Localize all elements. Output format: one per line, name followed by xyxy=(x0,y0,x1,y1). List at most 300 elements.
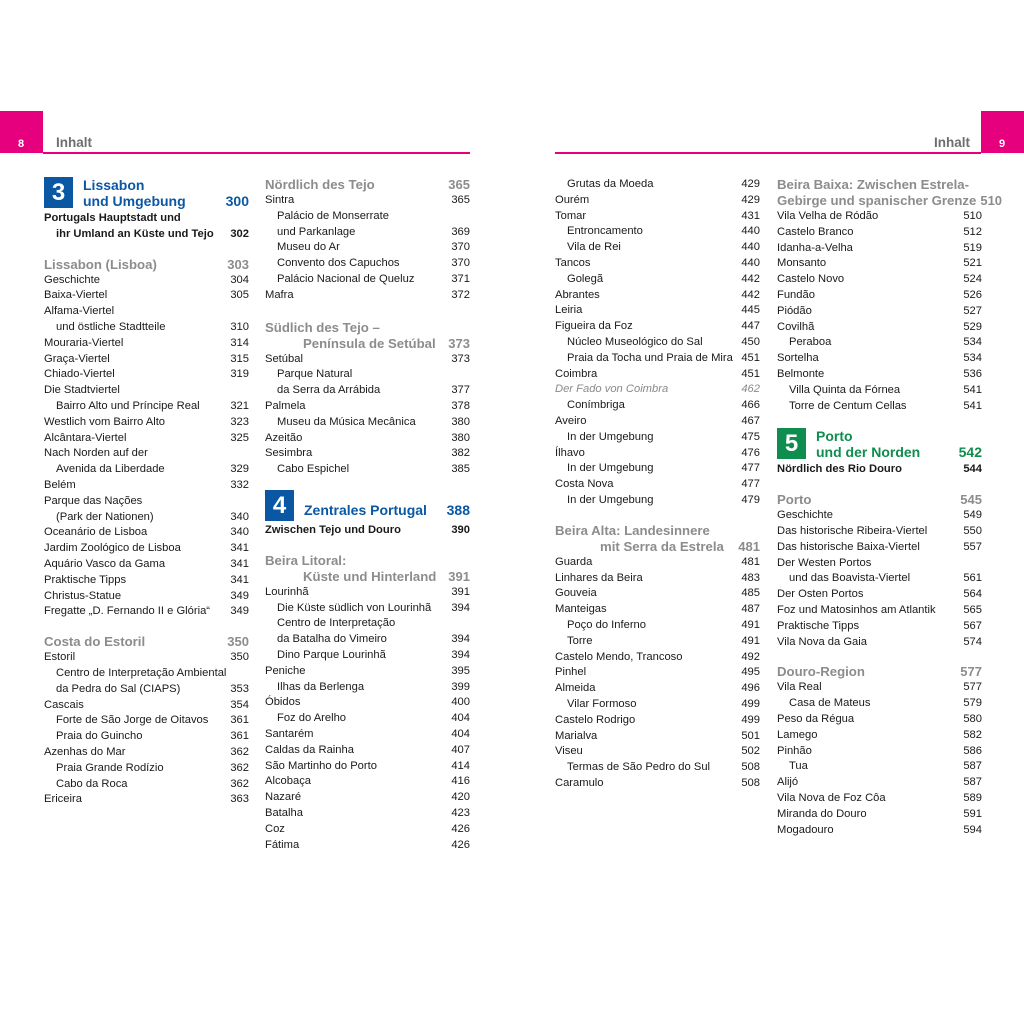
entry-title: Ílhavo xyxy=(555,446,585,459)
toc-entry[interactable] xyxy=(555,303,760,319)
toc-entry[interactable] xyxy=(265,256,470,272)
entry-title: Centro de Interpretação xyxy=(277,617,396,630)
section-title: Beira Baixa: Zwischen Estrela- xyxy=(777,177,970,192)
entry-page: 477 xyxy=(741,462,760,475)
entry-page: 371 xyxy=(451,272,470,285)
entry-page: 536 xyxy=(963,367,982,380)
chapter-number-badge: 5 xyxy=(777,428,806,459)
entry-title: Golegã xyxy=(567,272,604,285)
toc-entry[interactable] xyxy=(777,272,982,288)
toc-entry[interactable] xyxy=(777,540,982,556)
entry-title: Sortelha xyxy=(777,352,819,365)
section-heading[interactable] xyxy=(265,320,470,336)
toc-entry[interactable] xyxy=(265,680,470,696)
toc-entry[interactable] xyxy=(555,335,760,351)
toc-entry[interactable] xyxy=(555,729,760,745)
toc-entry-boxed-article[interactable] xyxy=(555,382,760,398)
entry-title: Der Osten Portos xyxy=(777,588,864,601)
entry-title: Pinhão xyxy=(777,744,812,757)
toc-entry[interactable] xyxy=(555,272,760,288)
toc-entry[interactable] xyxy=(777,603,982,619)
entry-title: Alijó xyxy=(777,776,799,789)
toc-entry[interactable] xyxy=(777,712,982,728)
toc-entry[interactable] xyxy=(555,634,760,650)
entry-page: 362 xyxy=(230,761,249,774)
chapter-page: 542 xyxy=(958,444,982,461)
section-heading[interactable] xyxy=(777,664,982,680)
toc-column-2 xyxy=(265,177,470,853)
toc-entry[interactable] xyxy=(44,541,249,557)
toc-entry[interactable] xyxy=(44,557,249,573)
entry-title: Palácio Nacional de Queluz xyxy=(277,272,415,285)
toc-entry[interactable] xyxy=(555,681,760,697)
entry-title: Pinhel xyxy=(555,666,587,679)
toc-entry[interactable] xyxy=(265,288,470,304)
toc-entry[interactable] xyxy=(777,399,982,415)
entry-page: 451 xyxy=(741,351,760,364)
toc-entry[interactable] xyxy=(265,743,470,759)
entry-title: Avenida da Liberdade xyxy=(56,463,165,476)
entry-page: 589 xyxy=(963,791,982,804)
toc-entry[interactable] xyxy=(777,823,982,839)
toc-entry[interactable] xyxy=(44,761,249,777)
toc-entry[interactable] xyxy=(555,446,760,462)
toc-entry[interactable] xyxy=(265,774,470,790)
entry-page: 512 xyxy=(963,225,982,238)
entry-page: 407 xyxy=(451,743,470,756)
entry-title: Entroncamento xyxy=(567,225,643,238)
toc-entry[interactable] xyxy=(555,288,760,304)
entry-title: Guarda xyxy=(555,555,593,568)
toc-entry[interactable] xyxy=(777,635,982,651)
chapter-3-heading xyxy=(44,177,249,209)
entry-title: Mouraria-Viertel xyxy=(44,336,124,349)
entry-title: Figueira da Foz xyxy=(555,320,633,333)
toc-entry[interactable] xyxy=(265,648,470,664)
toc-entry[interactable] xyxy=(555,477,760,493)
toc-entry[interactable] xyxy=(555,177,760,193)
entry-title: Castelo Mendo, Trancoso xyxy=(555,650,683,663)
toc-entry[interactable] xyxy=(555,193,760,209)
toc-entry[interactable] xyxy=(44,352,249,368)
entry-page: 466 xyxy=(741,399,760,412)
section-heading[interactable] xyxy=(777,193,1003,209)
toc-entry[interactable] xyxy=(44,494,249,510)
toc-entry[interactable] xyxy=(265,383,470,399)
section-title: Costa do Estoril xyxy=(44,634,146,650)
entry-title: und Parkanlage xyxy=(277,225,356,238)
toc-entry[interactable] xyxy=(44,415,249,431)
chapter-number-badge: 3 xyxy=(44,177,73,208)
toc-entry[interactable] xyxy=(777,209,982,225)
entry-page: 527 xyxy=(963,304,982,317)
toc-entry[interactable] xyxy=(777,759,982,775)
section-heading[interactable] xyxy=(555,539,760,555)
entry-title: Linhares da Beira xyxy=(555,571,643,584)
entry-title: Núcleo Museológico do Sal xyxy=(567,335,703,348)
toc-entry[interactable] xyxy=(265,240,470,256)
toc-entry[interactable] xyxy=(44,211,249,227)
entry-title: Costa Nova xyxy=(555,478,614,491)
entry-page: 377 xyxy=(451,384,470,397)
entry-page: 349 xyxy=(230,589,249,602)
toc-entry[interactable] xyxy=(265,632,470,648)
section-title: Beira Litoral: xyxy=(265,552,347,568)
toc-entry[interactable] xyxy=(44,510,249,526)
section-heading[interactable] xyxy=(265,336,470,352)
section-page: 391 xyxy=(448,568,470,584)
entry-page: 491 xyxy=(741,618,760,631)
toc-entry[interactable] xyxy=(777,696,982,712)
entry-title: Westlich vom Bairro Alto xyxy=(44,415,166,428)
toc-entry[interactable] xyxy=(555,744,760,760)
entry-title: Monsanto xyxy=(777,257,827,270)
chapter-page: 388 xyxy=(446,501,470,518)
toc-entry[interactable] xyxy=(265,695,470,711)
entry-page: 314 xyxy=(230,336,249,349)
toc-entry[interactable] xyxy=(44,478,249,494)
toc-entry[interactable] xyxy=(777,462,982,478)
section-title: Porto xyxy=(777,492,812,508)
toc-entry[interactable] xyxy=(44,745,249,761)
entry-page: 442 xyxy=(741,288,760,301)
toc-entry[interactable] xyxy=(265,585,470,601)
entry-title: Jardim Zoológico de Lisboa xyxy=(44,542,181,555)
section-heading[interactable] xyxy=(777,177,982,193)
entry-title: Tomar xyxy=(555,209,587,222)
entry-title: Der Fado von Coimbra xyxy=(555,383,669,396)
toc-entry[interactable] xyxy=(265,446,470,462)
toc-entry[interactable] xyxy=(44,462,249,478)
entry-page: 574 xyxy=(963,635,982,648)
section-page: 545 xyxy=(960,492,982,508)
entry-title: Das historische Ribeira-Viertel xyxy=(777,524,928,537)
entry-page: 440 xyxy=(741,241,760,254)
toc-entry[interactable] xyxy=(555,209,760,225)
entry-page: 414 xyxy=(451,759,470,772)
entry-page: 447 xyxy=(741,320,760,333)
toc-entry[interactable] xyxy=(777,587,982,603)
entry-title: Die Stadtviertel xyxy=(44,384,120,397)
entry-title: Graça-Viertel xyxy=(44,352,110,365)
section-heading[interactable] xyxy=(265,177,470,193)
entry-page: 579 xyxy=(963,697,982,710)
toc-entry[interactable] xyxy=(44,399,249,415)
entry-page: 404 xyxy=(451,712,470,725)
entry-title: Die Küste südlich von Lourinhã xyxy=(277,601,432,614)
toc-entry[interactable] xyxy=(777,383,982,399)
toc-entry[interactable] xyxy=(265,806,470,822)
entry-title: Fregatte „D. Fernando II e Glória“ xyxy=(44,605,211,618)
toc-entry[interactable] xyxy=(777,351,982,367)
section-title: Beira Alta: Landesinnere xyxy=(555,522,710,538)
section-title: Gebirge und spanischer Grenze xyxy=(777,193,977,208)
toc-entry[interactable] xyxy=(777,335,982,351)
toc-entry[interactable] xyxy=(555,555,760,571)
toc-entry[interactable] xyxy=(44,288,249,304)
section-heading[interactable] xyxy=(265,569,470,585)
entry-title: Piódão xyxy=(777,304,812,317)
entry-title: Conímbriga xyxy=(567,399,625,412)
entry-title: Belmonte xyxy=(777,367,825,380)
entry-page: 341 xyxy=(230,542,249,555)
toc-entry[interactable] xyxy=(265,822,470,838)
entry-page: 476 xyxy=(741,446,760,459)
toc-entry[interactable] xyxy=(265,616,470,632)
toc-entry[interactable] xyxy=(44,682,249,698)
toc-entry[interactable] xyxy=(555,665,760,681)
page-number-right-label: 9 xyxy=(999,138,1006,150)
entry-page: 304 xyxy=(230,273,249,286)
header-title-left: Inhalt xyxy=(56,135,92,150)
chapter-4-heading xyxy=(265,490,470,521)
page-number-right xyxy=(981,111,1024,153)
toc-entry[interactable] xyxy=(555,351,760,367)
toc-entry[interactable] xyxy=(555,602,760,618)
entry-page: 431 xyxy=(741,209,760,222)
entry-title: Azenhas do Mar xyxy=(44,745,126,758)
entry-page: 323 xyxy=(230,415,249,428)
toc-entry[interactable] xyxy=(555,776,760,792)
section-title: Südlich des Tejo – xyxy=(265,319,380,335)
toc-entry[interactable] xyxy=(265,601,470,617)
toc-entry[interactable] xyxy=(265,462,470,478)
chapter-number-badge: 4 xyxy=(265,490,294,521)
entry-title: Setúbal xyxy=(265,352,303,365)
entry-page: 526 xyxy=(963,288,982,301)
entry-page: 390 xyxy=(451,523,470,536)
entry-page: 350 xyxy=(230,651,249,664)
toc-entry[interactable] xyxy=(265,193,470,209)
toc-entry[interactable] xyxy=(265,664,470,680)
entry-title: Gouveia xyxy=(555,587,597,600)
entry-title: Vila Nova de Foz Côa xyxy=(777,791,886,804)
entry-page: 416 xyxy=(451,775,470,788)
toc-entry[interactable] xyxy=(777,508,982,524)
toc-entry[interactable] xyxy=(265,727,470,743)
entry-title: da Serra da Arrábida xyxy=(277,384,381,397)
entry-page: 544 xyxy=(963,463,982,476)
toc-entry[interactable] xyxy=(777,728,982,744)
toc-entry[interactable] xyxy=(265,415,470,431)
entry-title: Vila de Rei xyxy=(567,241,621,254)
section-page: 373 xyxy=(448,335,470,351)
toc-entry[interactable] xyxy=(44,336,249,352)
toc-entry[interactable] xyxy=(265,272,470,288)
toc-entry[interactable] xyxy=(265,431,470,447)
toc-entry[interactable] xyxy=(555,650,760,666)
toc-entry[interactable] xyxy=(265,759,470,775)
entry-page: 587 xyxy=(963,776,982,789)
entry-title: Forte de São Jorge de Oitavos xyxy=(56,714,209,727)
toc-entry[interactable] xyxy=(44,792,249,808)
toc-entry[interactable] xyxy=(555,461,760,477)
toc-entry[interactable] xyxy=(44,431,249,447)
toc-entry[interactable] xyxy=(555,256,760,272)
toc-entry[interactable] xyxy=(777,367,982,383)
toc-entry[interactable] xyxy=(777,320,982,336)
toc-entry[interactable] xyxy=(777,556,982,572)
toc-entry[interactable] xyxy=(555,618,760,634)
entry-page: 380 xyxy=(451,431,470,444)
entry-page: 362 xyxy=(230,745,249,758)
toc-entry[interactable] xyxy=(555,224,760,240)
toc-entry[interactable] xyxy=(555,319,760,335)
entry-page: 420 xyxy=(451,791,470,804)
toc-entry[interactable] xyxy=(44,383,249,399)
entry-title: Tua xyxy=(789,760,808,773)
entry-title: Mafra xyxy=(265,288,294,301)
chapter-5-heading xyxy=(777,428,982,460)
entry-page: 394 xyxy=(451,601,470,614)
toc-entry[interactable] xyxy=(44,777,249,793)
toc-entry[interactable] xyxy=(44,666,249,682)
toc-entry[interactable] xyxy=(265,711,470,727)
entry-title: Manteigas xyxy=(555,603,607,616)
toc-entry[interactable] xyxy=(777,807,982,823)
toc-entry[interactable] xyxy=(44,729,249,745)
toc-entry[interactable] xyxy=(44,273,249,289)
toc-entry[interactable] xyxy=(555,398,760,414)
entry-title: Dino Parque Lourinhã xyxy=(277,648,386,661)
section-heading[interactable] xyxy=(265,553,470,569)
entry-title: Peraboa xyxy=(789,336,832,349)
page-number-left-label: 8 xyxy=(18,138,25,150)
entry-title: Peniche xyxy=(265,664,306,677)
toc-entry[interactable] xyxy=(44,227,249,243)
toc-entry[interactable] xyxy=(44,446,249,462)
entry-title: Portugals Hauptstadt und xyxy=(44,212,181,224)
entry-title: da Pedra do Sal (CIAPS) xyxy=(56,682,181,695)
entry-page: 462 xyxy=(741,383,760,396)
section-heading[interactable] xyxy=(44,257,249,273)
entry-page: 349 xyxy=(230,605,249,618)
entry-title: Praktische Tipps xyxy=(777,619,860,632)
section-heading[interactable] xyxy=(555,523,760,539)
entry-page: 340 xyxy=(230,510,249,523)
entry-title: Ourém xyxy=(555,193,590,206)
entry-title: Caldas da Rainha xyxy=(265,743,354,756)
section-heading[interactable] xyxy=(44,634,249,650)
toc-entry[interactable] xyxy=(777,241,982,257)
entry-page: 564 xyxy=(963,588,982,601)
toc-entry[interactable] xyxy=(777,304,982,320)
entry-page: 591 xyxy=(963,807,982,820)
entry-page: 510 xyxy=(963,210,982,222)
entry-title: Praia do Guincho xyxy=(56,730,143,743)
toc-entry[interactable] xyxy=(777,225,982,241)
entry-page: 481 xyxy=(741,555,760,568)
entry-title: Nach Norden auf der xyxy=(44,447,148,460)
entry-page: 329 xyxy=(230,463,249,476)
section-heading[interactable] xyxy=(777,492,982,508)
chapter-title: Zentrales Portugal xyxy=(304,501,427,518)
entry-title: Cabo da Roca xyxy=(56,777,128,790)
entry-page: 315 xyxy=(230,352,249,365)
toc-entry[interactable] xyxy=(555,713,760,729)
toc-entry[interactable] xyxy=(44,304,249,320)
toc-entry[interactable] xyxy=(44,525,249,541)
toc-entry[interactable] xyxy=(44,573,249,589)
toc-entry[interactable] xyxy=(265,209,470,225)
toc-entry[interactable] xyxy=(265,523,470,539)
toc-entry[interactable] xyxy=(265,790,470,806)
toc-entry[interactable] xyxy=(44,589,249,605)
entry-page: 442 xyxy=(741,272,760,285)
toc-entry[interactable] xyxy=(265,352,470,368)
entry-title: Peso da Régua xyxy=(777,712,855,725)
toc-entry[interactable] xyxy=(777,288,982,304)
entry-page: 365 xyxy=(451,194,470,206)
toc-entry[interactable] xyxy=(777,619,982,635)
entry-page: 594 xyxy=(963,823,982,836)
entry-title: Tancos xyxy=(555,256,591,269)
entry-title: Foz und Matosinhos am Atlantik xyxy=(777,603,936,616)
toc-entry[interactable] xyxy=(777,524,982,540)
section-page: 510 xyxy=(980,193,1003,208)
entry-page: 370 xyxy=(451,257,470,270)
entry-title: Fátima xyxy=(265,838,300,851)
entry-title: Alcobaça xyxy=(265,775,312,788)
entry-title: Castelo Novo xyxy=(777,273,845,286)
entry-title: Alfama-Viertel xyxy=(44,305,115,318)
toc-entry[interactable] xyxy=(777,680,982,696)
entry-title: Foz do Arelho xyxy=(277,712,347,725)
toc-entry[interactable] xyxy=(777,791,982,807)
toc-entry[interactable] xyxy=(555,240,760,256)
toc-entry[interactable] xyxy=(555,571,760,587)
toc-entry[interactable] xyxy=(44,650,249,666)
toc-entry[interactable] xyxy=(777,744,982,760)
toc-entry[interactable] xyxy=(265,367,470,383)
toc-entry[interactable] xyxy=(555,760,760,776)
toc-entry[interactable] xyxy=(555,367,760,383)
entry-title: Das historische Baixa-Viertel xyxy=(777,540,920,553)
toc-entry[interactable] xyxy=(777,571,982,587)
entry-page: 391 xyxy=(451,585,470,598)
section-page: 481 xyxy=(738,538,760,554)
toc-entry[interactable] xyxy=(555,414,760,430)
entry-title: Belém xyxy=(44,478,76,491)
header-rule-left xyxy=(43,152,470,154)
toc-entry[interactable] xyxy=(44,320,249,336)
toc-entry[interactable] xyxy=(44,604,249,620)
entry-title: Chiado-Viertel xyxy=(44,368,115,381)
toc-entry[interactable] xyxy=(44,698,249,714)
toc-entry[interactable] xyxy=(44,367,249,383)
entry-page: 541 xyxy=(963,399,982,412)
entry-title: Lamego xyxy=(777,728,818,741)
entry-page: 492 xyxy=(741,650,760,663)
toc-entry[interactable] xyxy=(555,430,760,446)
entry-page: 394 xyxy=(451,648,470,661)
section-page: 303 xyxy=(227,256,249,272)
toc-entry[interactable] xyxy=(555,586,760,602)
toc-entry[interactable] xyxy=(265,838,470,854)
entry-title: Castelo Branco xyxy=(777,225,854,238)
entry-page: 354 xyxy=(230,698,249,711)
entry-page: 565 xyxy=(963,603,982,616)
toc-entry[interactable] xyxy=(265,225,470,241)
entry-page: 485 xyxy=(741,587,760,600)
entry-page: 487 xyxy=(741,603,760,616)
toc-entry[interactable] xyxy=(44,713,249,729)
toc-entry[interactable] xyxy=(555,697,760,713)
toc-entry[interactable] xyxy=(265,399,470,415)
toc-entry[interactable] xyxy=(555,493,760,509)
toc-entry[interactable] xyxy=(777,256,982,272)
toc-entry[interactable] xyxy=(777,775,982,791)
